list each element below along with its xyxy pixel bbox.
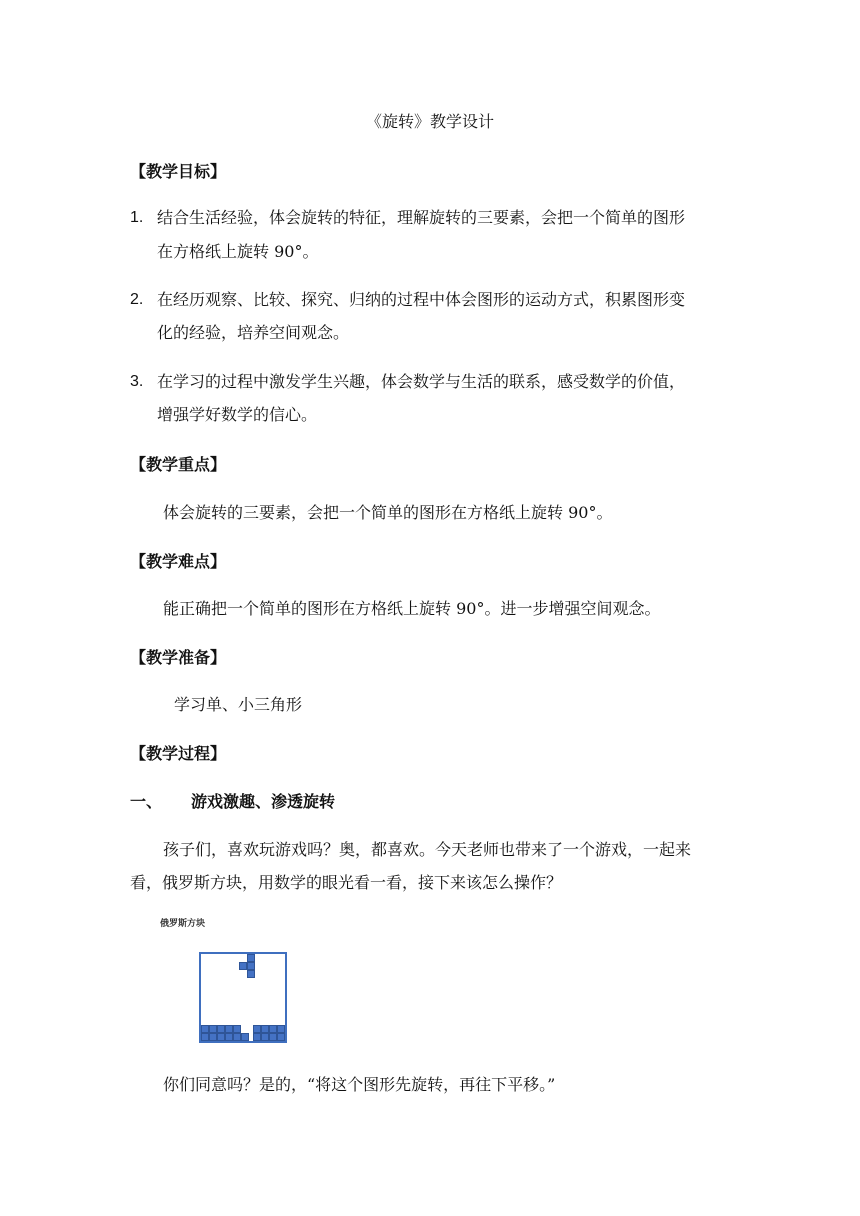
tetris-block	[201, 1033, 209, 1041]
section-1-title: 游戏激趣、渗透旋转	[191, 792, 336, 811]
objective-1-line2: 在方格纸上旋转 90°。	[157, 242, 319, 261]
objective-3-line1: 在学习的过程中激发学生兴趣，体会数学与生活的联系，感受数学的价值，	[157, 372, 686, 391]
tetris-block	[253, 1025, 261, 1033]
tetris-figure-label: 俄罗斯方块	[160, 919, 206, 929]
objective-2-number: 2.	[130, 291, 144, 308]
tetris-block	[217, 1033, 225, 1041]
tetris-block	[261, 1033, 269, 1041]
tetris-block	[261, 1025, 269, 1033]
tetris-block	[209, 1033, 217, 1041]
tetris-block	[225, 1025, 233, 1033]
tetris-block	[269, 1025, 277, 1033]
tetris-block	[247, 954, 255, 962]
tetris-block	[239, 962, 247, 970]
paragraph-1-line1: 孩子们，喜欢玩游戏吗？奥，都喜欢。今天老师也带来了一个游戏，一起来	[163, 840, 692, 859]
objective-3-number: 3.	[130, 373, 144, 390]
objective-1-number: 1.	[130, 209, 144, 226]
tetris-block	[269, 1033, 277, 1041]
paragraph-2: 你们同意吗？是的，“将这个图形先旋转，再往下平移。”	[163, 1075, 556, 1094]
tetris-block	[233, 1025, 241, 1033]
tetris-block	[225, 1033, 233, 1041]
difficulties-heading: 【教学难点】	[130, 552, 227, 571]
key-points-text: 体会旋转的三要素，会把一个简单的图形在方格纸上旋转 90°。	[163, 503, 613, 522]
tetris-block	[247, 970, 255, 978]
tetris-block	[209, 1025, 217, 1033]
objective-2-line1: 在经历观察、比较、探究、归纳的过程中体会图形的运动方式，积累图形变	[157, 290, 686, 309]
objectives-heading: 【教学目标】	[130, 162, 227, 181]
tetris-block	[277, 1025, 285, 1033]
tetris-board	[199, 952, 287, 1043]
tetris-block	[241, 1033, 249, 1041]
difficulties-text: 能正确把一个简单的图形在方格纸上旋转 90°。进一步增强空间观念。	[163, 599, 661, 618]
tetris-block	[253, 1033, 261, 1041]
tetris-block	[201, 1025, 209, 1033]
section-1-number: 一、	[130, 792, 163, 811]
paragraph-1-line2: 看，俄罗斯方块，用数学的眼光看一看，接下来该怎么操作？	[130, 873, 563, 892]
tetris-block	[217, 1025, 225, 1033]
objective-3-line2: 增强学好数学的信心。	[157, 405, 318, 424]
tetris-block	[277, 1033, 285, 1041]
document-title: 《旋转》教学设计	[365, 112, 494, 131]
preparation-heading: 【教学准备】	[130, 648, 227, 667]
key-points-heading: 【教学重点】	[130, 455, 227, 474]
tetris-block	[247, 962, 255, 970]
tetris-block	[233, 1033, 241, 1041]
objective-1-line1: 结合生活经验，体会旋转的特征，理解旋转的三要素，会把一个简单的图形	[157, 208, 686, 227]
preparation-text: 学习单、小三角形	[174, 695, 303, 714]
process-heading: 【教学过程】	[130, 744, 227, 763]
objective-2-line2: 化的经验，培养空间观念。	[157, 323, 350, 342]
